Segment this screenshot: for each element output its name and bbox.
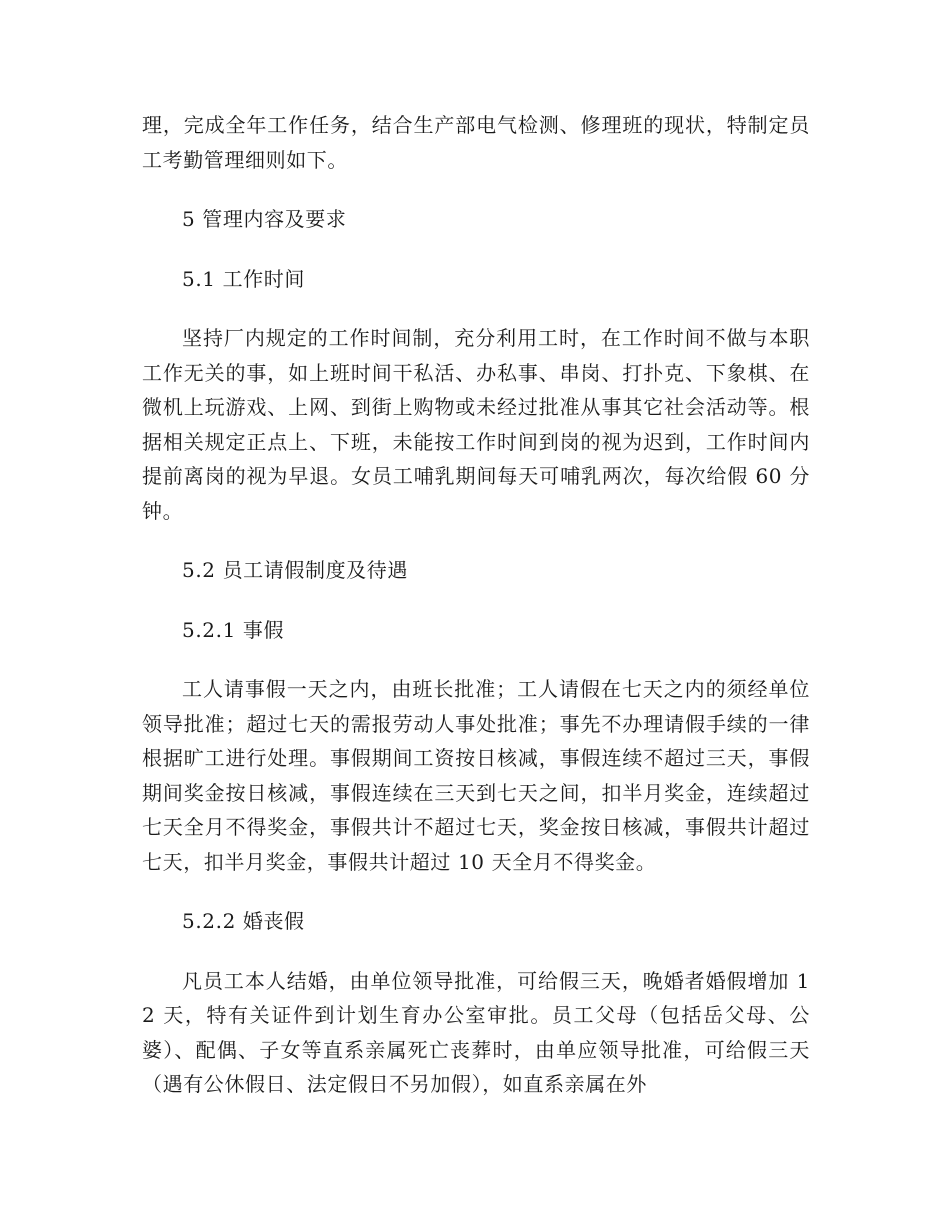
- section-5-2-2-paragraph: 凡员工本人结婚，由单位领导批准，可给假三天，晚婚者婚假增加 12 天，特有关证件到计划生育办公室审批。员工父母（包括岳父母、公婆）、配偶、子女等直系亲属死亡丧葬时，由单应领导批准，可给假三天（遇有公休假日、法定假日不另加假），如直系亲属在外: [142, 968, 811, 1096]
- section-5-1-paragraph: 坚持厂内规定的工作时间制，充分利用工时，在工作时间不做与本职工作无关的事，如上班时间干私活、办私事、串岗、打扑克、下象棋、在微机上玩游戏、上网、到街上购物或未经过批准从事其它社会活动等。根据相关规定正点上、下班，未能按工作时间到岗的视为迟到，工作时间内提前离岗的视为早退。女员工哺乳期间每天可哺乳两次，每次给假 60 分钟。: [142, 326, 810, 523]
- section-5-2-1-paragraph: 工人请事假一天之内，由班长批准；工人请假在七天之内的须经单位领导批准；超过七天的需报劳动人事处批准；事先不办理请假手续的一律根据旷工进行处理。事假期间工资按日核减，事假连续不超过三天，事假期间奖金按日核减，事假连续在三天到七天之间，扣半月奖金，连续超过七天全月不得奖金，事假共计不超过七天，奖金按日核减，事假共计超过七天，扣半月奖金，事假共计超过 10 天全月不得奖金。: [142, 677, 810, 874]
- section-5-2-2-heading: 5.2.2 婚丧假: [182, 909, 305, 933]
- section-5-heading: 5 管理内容及要求: [182, 207, 347, 231]
- document-page: [142, 108, 810, 1127]
- section-5-2-heading: 5.2 员工请假制度及待遇: [182, 558, 408, 582]
- section-5-1-heading: 5.1 工作时间: [182, 266, 305, 291]
- intro-paragraph: 理，完成全年工作任务，结合生产部电气检测、修理班的现状，特制定员工考勤管理细则如下。: [142, 113, 810, 172]
- section-5-2-1-heading: 5.2.1 事假: [182, 617, 285, 642]
